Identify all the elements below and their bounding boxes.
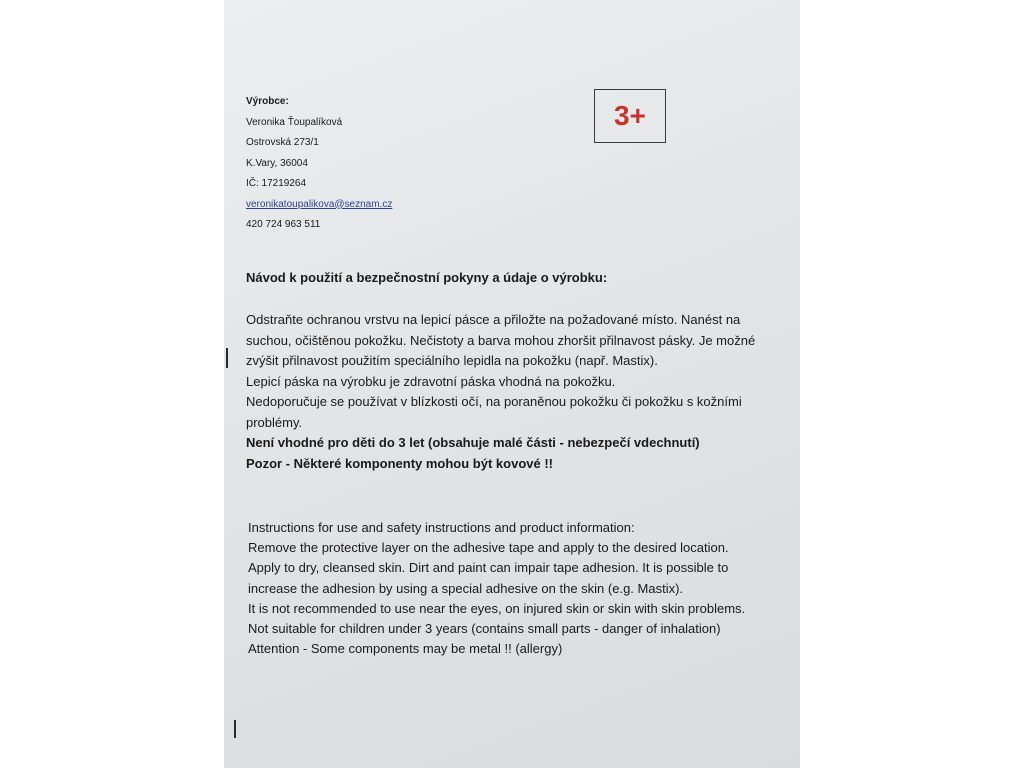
margin-mark bbox=[226, 348, 228, 368]
czech-text-line: problémy. bbox=[246, 414, 303, 430]
manufacturer-name: Veronika Ťoupalíková bbox=[246, 116, 343, 128]
age-rating-badge: 3+ bbox=[594, 89, 666, 143]
english-text-line: Apply to dry, cleansed skin. Dirt and paint can impair tape adhesion. It is possible to bbox=[248, 560, 729, 576]
czech-warning-metal: Pozor - Některé komponenty mohou být kovové !! bbox=[246, 455, 553, 471]
english-text-line: Not suitable for children under 3 years (contains small parts - danger of inhalation) bbox=[248, 621, 721, 637]
manufacturer-block bbox=[246, 94, 392, 238]
czech-warning-children: Není vhodné pro děti do 3 let (obsahuje malé části - nebezpečí vdechnutí) bbox=[246, 435, 700, 450]
manufacturer-street: Ostrovská 273/1 bbox=[246, 137, 319, 148]
english-text-line: Remove the protective layer on the adhesive tape and apply to the desired location. bbox=[248, 540, 729, 556]
english-instructions-body bbox=[248, 518, 796, 659]
czech-instructions-body bbox=[246, 310, 794, 474]
english-heading-line: Instructions for use and safety instructions and product information: bbox=[248, 520, 635, 535]
manufacturer-ico: IČ: 17219264 bbox=[246, 178, 307, 189]
czech-text-line: zvýšit přilnavost použitím speciálního lepidla na pokožku (např. Mastix). bbox=[246, 353, 658, 368]
czech-text-line: Odstraňte ochranou vrstvu na lepicí pásce a přiložte na požadované místo. Nanést na bbox=[246, 312, 741, 327]
product-label-sheet bbox=[224, 0, 800, 768]
czech-instructions-heading: Návod k použití a bezpečnostní pokyny a údaje o výrobku: bbox=[246, 270, 608, 285]
czech-text-line: suchou, očištěnou pokožku. Nečistoty a barva mohou zhoršit přilnavost pásky. Je možné bbox=[246, 332, 756, 348]
manufacturer-email-link[interactable]: veronikatoupalikova@seznam.cz bbox=[246, 198, 393, 210]
manufacturer-city: K.Vary, 36004 bbox=[246, 157, 308, 169]
czech-text-line: Lepicí páska na výrobku je zdravotní páska vhodná na pokožku. bbox=[246, 373, 616, 389]
english-text-line: It is not recommended to use near the eyes, on injured skin or skin with skin problems. bbox=[248, 600, 746, 616]
english-text-line: increase the adhesion by using a special adhesive on the skin (e.g. Mastix). bbox=[248, 580, 684, 596]
margin-mark bbox=[234, 720, 236, 738]
manufacturer-heading: Výrobce: bbox=[246, 96, 289, 107]
czech-text-line: Nedoporučuje se používat v blízkosti očí, na poraněnou pokožku či pokožku s kožními bbox=[246, 394, 742, 409]
english-text-line: Attention - Some components may be metal !! (allergy) bbox=[248, 641, 563, 657]
manufacturer-phone: 420 724 963 511 bbox=[246, 219, 321, 230]
